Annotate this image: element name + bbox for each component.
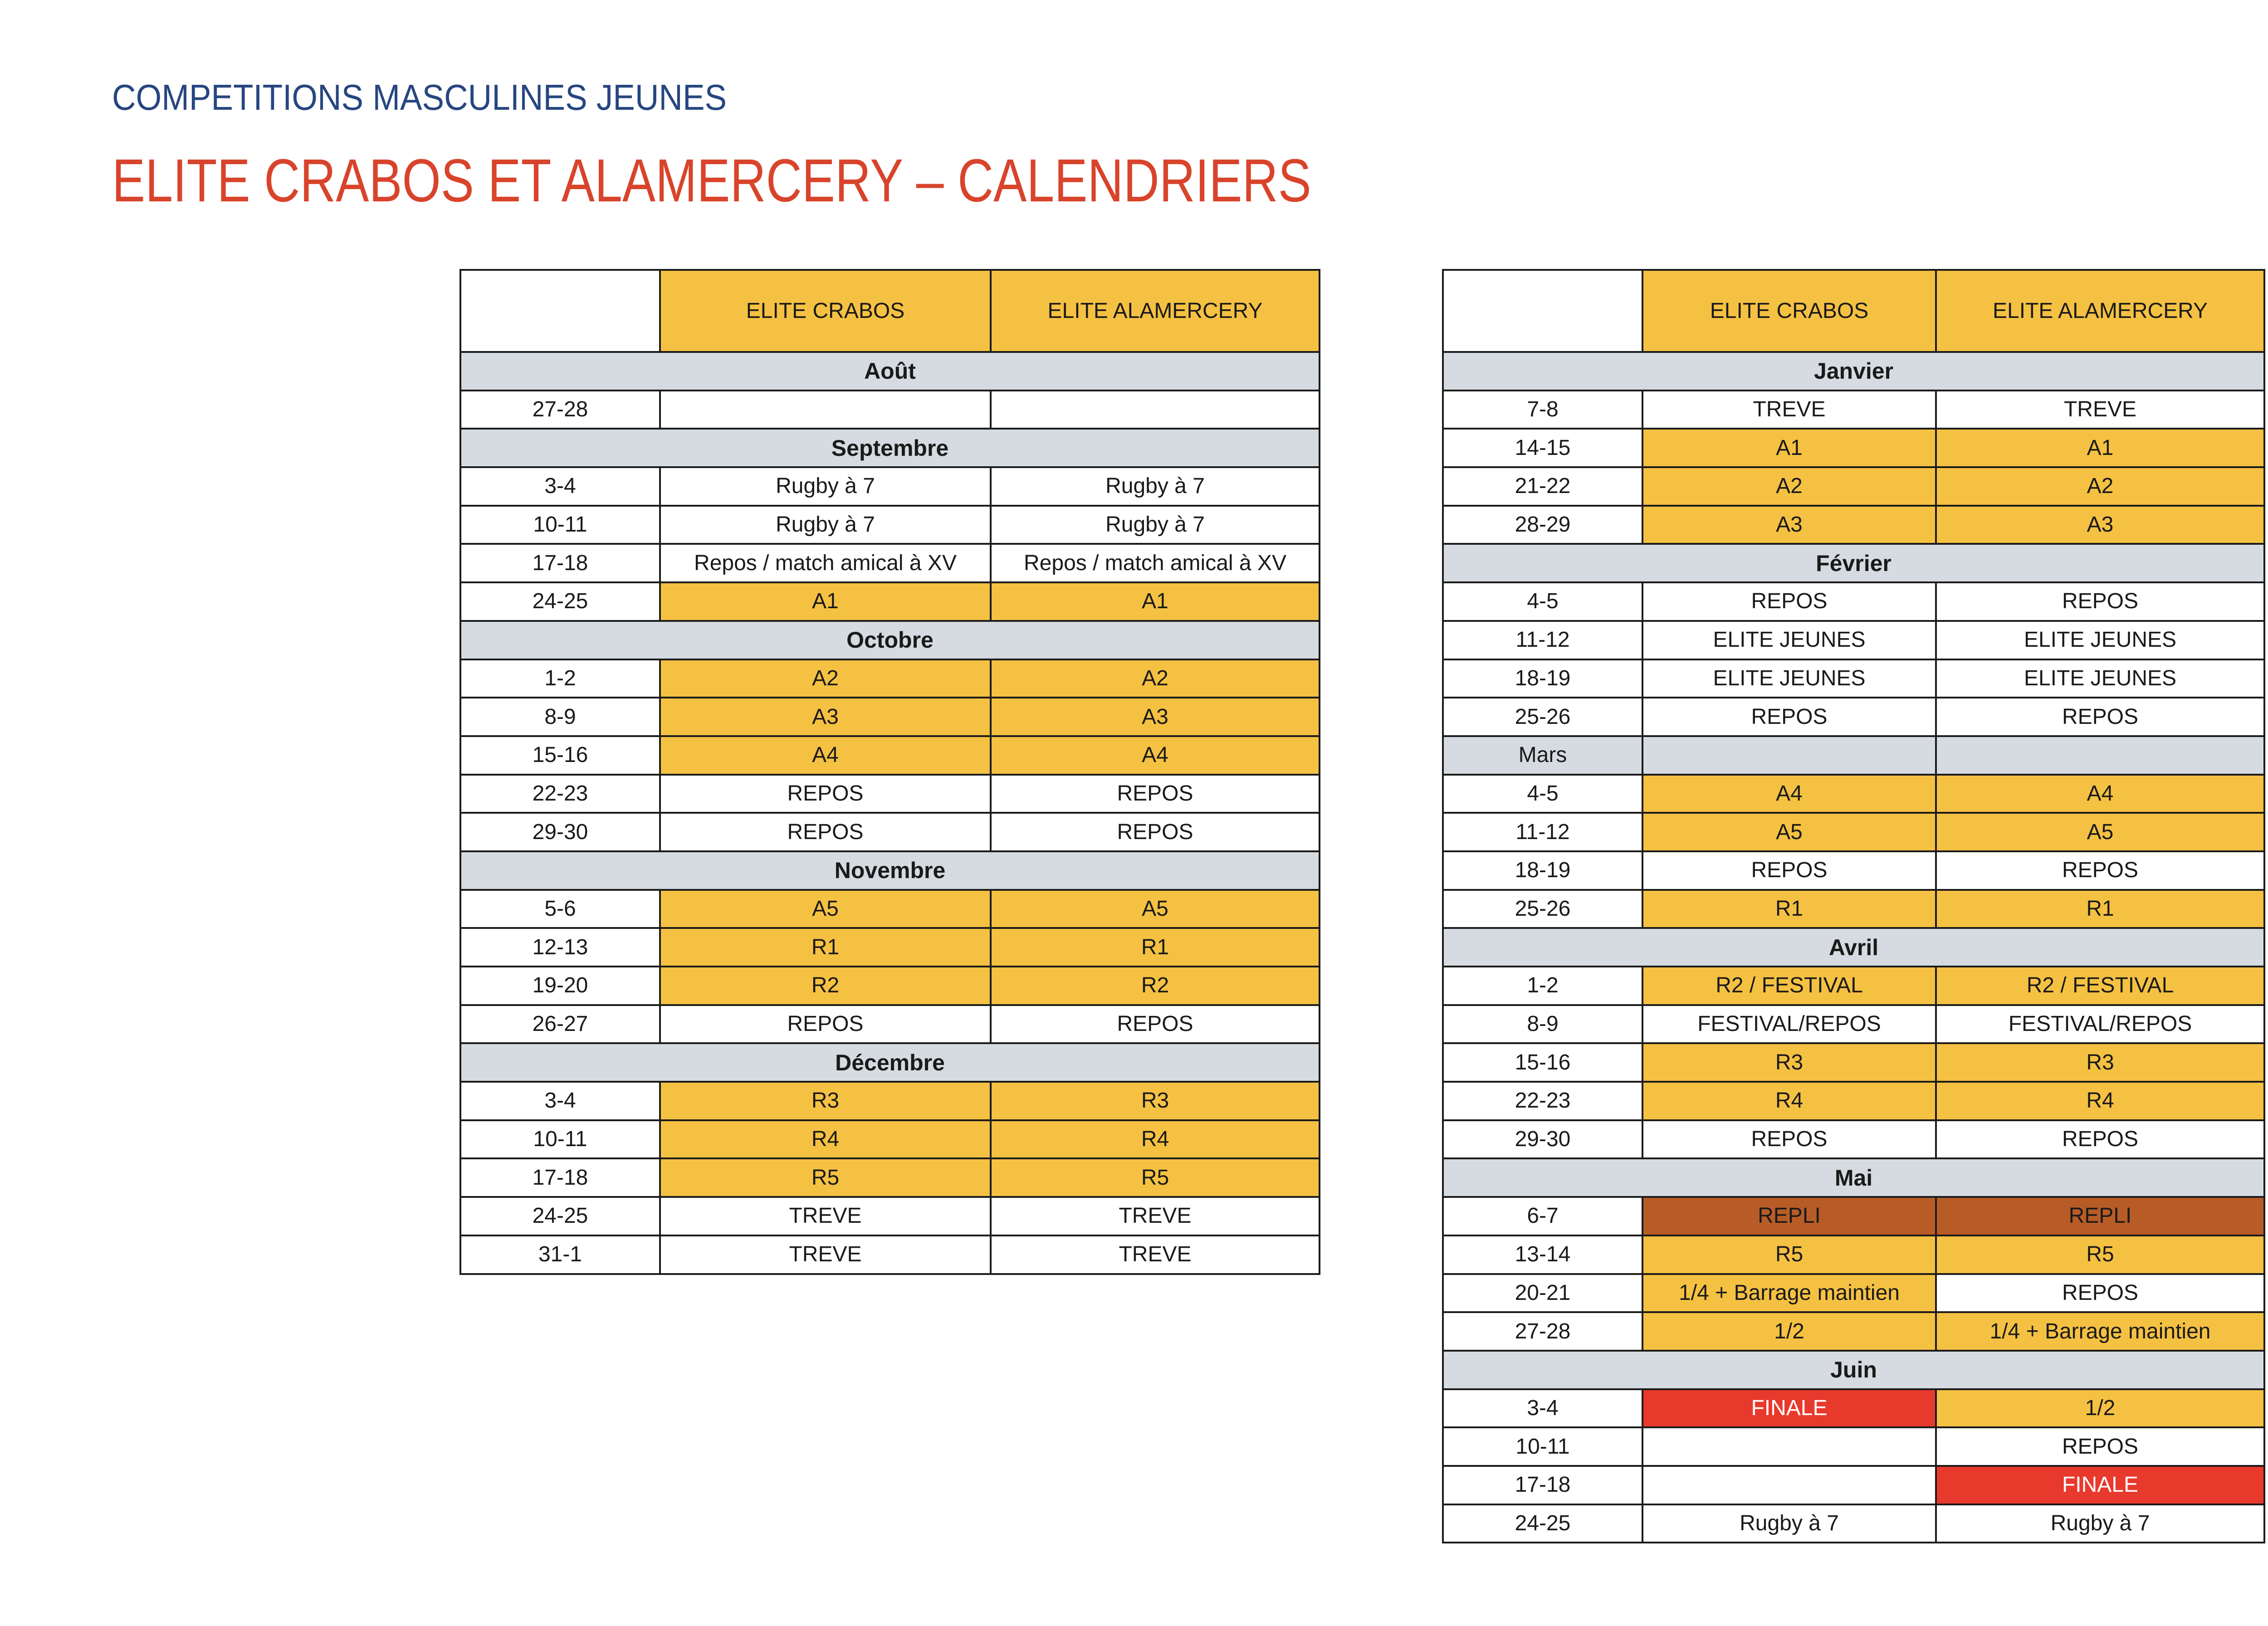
date-cell: 24-25 [460, 582, 660, 621]
date-cell: 29-30 [1443, 1120, 1642, 1159]
month-row [1443, 1351, 2264, 1389]
elite-crabos-cell: A5 [660, 890, 991, 928]
date-cell: 6-7 [1443, 1197, 1642, 1235]
date-cell: 29-30 [460, 813, 660, 851]
date-cell: 18-19 [1443, 659, 1642, 698]
elite-crabos-cell: FESTIVAL/REPOS [1642, 1005, 1936, 1044]
date-cell: 5-6 [460, 890, 660, 928]
elite-crabos-cell: A5 [1642, 813, 1936, 851]
week-row [1443, 1312, 2264, 1351]
elite-alamercery-cell: A2 [1936, 467, 2264, 506]
elite-alamercery-cell: REPOS [1936, 698, 2264, 736]
elite-alamercery-cell: A4 [1936, 775, 2264, 813]
date-cell: 13-14 [1443, 1235, 1642, 1274]
week-row [1443, 1504, 2264, 1543]
elite-alamercery-cell: R4 [991, 1120, 1320, 1159]
elite-alamercery-cell: FINALE [1936, 1466, 2264, 1504]
elite-alamercery-header: ELITE ALAMERCERY [1936, 270, 2264, 352]
month-label: Août [460, 352, 1320, 391]
month-label: Décembre [460, 1043, 1320, 1082]
week-row [460, 1120, 1320, 1159]
month-label: Novembre [460, 851, 1320, 890]
elite-crabos-cell: R3 [660, 1082, 991, 1120]
elite-alamercery-cell: ELITE JEUNES [1936, 621, 2264, 659]
date-cell: 4-5 [1443, 775, 1642, 813]
week-row [460, 967, 1320, 1005]
week-row [460, 775, 1320, 813]
month-row [1443, 352, 2264, 391]
month-row [460, 621, 1320, 659]
month-label: Janvier [1443, 352, 2264, 391]
date-cell: 7-8 [1443, 391, 1642, 429]
date-cell: 8-9 [460, 698, 660, 736]
week-row [1443, 698, 2264, 736]
elite-crabos-cell: TREVE [660, 1197, 991, 1235]
month-row [460, 352, 1320, 391]
month-label: Octobre [460, 621, 1320, 659]
week-row [460, 467, 1320, 506]
elite-alamercery-cell: FESTIVAL/REPOS [1936, 1005, 2264, 1044]
week-row [460, 582, 1320, 621]
elite-crabos-header: ELITE CRABOS [660, 270, 991, 352]
elite-crabos-cell: REPOS [660, 1005, 991, 1044]
elite-crabos-cell: REPOS [660, 775, 991, 813]
month-row [460, 429, 1320, 467]
elite-alamercery-cell: R2 [991, 967, 1320, 1005]
elite-crabos-cell: 1/4 + Barrage maintien [1642, 1274, 1936, 1313]
week-row [460, 928, 1320, 967]
elite-crabos-cell [1642, 1427, 1936, 1466]
date-cell: 22-23 [460, 775, 660, 813]
table-header-row [460, 270, 1320, 352]
date-cell: 22-23 [1443, 1082, 1642, 1120]
elite-crabos-cell: A3 [1642, 506, 1936, 544]
elite-alamercery-cell: 1/4 + Barrage maintien [1936, 1312, 2264, 1351]
elite-alamercery-cell: Rugby à 7 [991, 467, 1320, 506]
elite-alamercery-cell: R5 [991, 1158, 1320, 1197]
month-label: Mai [1443, 1158, 2264, 1197]
week-row [1443, 1082, 2264, 1120]
week-row [460, 659, 1320, 698]
elite-alamercery-cell: R3 [991, 1082, 1320, 1120]
elite-crabos-cell: REPLI [1642, 1197, 1936, 1235]
week-row [1443, 851, 2264, 890]
date-cell: 17-18 [460, 544, 660, 582]
elite-alamercery-cell: Rugby à 7 [991, 506, 1320, 544]
date-cell: 27-28 [1443, 1312, 1642, 1351]
elite-alamercery-cell: R4 [1936, 1082, 2264, 1120]
elite-crabos-cell: REPOS [1642, 698, 1936, 736]
elite-alamercery-cell: A2 [991, 659, 1320, 698]
week-row [1443, 659, 2264, 698]
date-cell: 11-12 [1443, 621, 1642, 659]
elite-alamercery-cell: ELITE JEUNES [1936, 659, 2264, 698]
week-row [460, 1235, 1320, 1274]
elite-crabos-cell: R4 [1642, 1082, 1936, 1120]
date-cell: 1-2 [1443, 967, 1642, 1005]
week-row [1443, 467, 2264, 506]
month-label: Avril [1443, 928, 2264, 967]
week-row [460, 1197, 1320, 1235]
elite-alamercery-cell: REPOS [1936, 1427, 2264, 1466]
elite-alamercery-cell: REPOS [1936, 1274, 2264, 1313]
week-row [1443, 582, 2264, 621]
elite-crabos-cell: Rugby à 7 [660, 467, 991, 506]
month-row [1443, 928, 2264, 967]
date-cell: 14-15 [1443, 429, 1642, 467]
month-row [1443, 1158, 2264, 1197]
week-row [1443, 1043, 2264, 1082]
elite-crabos-cell: TREVE [660, 1235, 991, 1274]
date-cell: 25-26 [1443, 890, 1642, 928]
elite-crabos-cell: REPOS [1642, 851, 1936, 890]
elite-crabos-cell: R1 [1642, 890, 1936, 928]
date-cell: Mars [1443, 736, 1642, 775]
date-cell: 12-13 [460, 928, 660, 967]
elite-crabos-cell: R4 [660, 1120, 991, 1159]
elite-alamercery-cell: R1 [991, 928, 1320, 967]
elite-alamercery-cell [1936, 736, 2264, 775]
date-cell: 15-16 [1443, 1043, 1642, 1082]
calendar-table-spring [1442, 269, 2265, 1543]
table-header-row [1443, 270, 2264, 352]
week-row [1443, 1466, 2264, 1504]
elite-crabos-header: ELITE CRABOS [1642, 270, 1936, 352]
elite-crabos-cell: A2 [1642, 467, 1936, 506]
week-row [1443, 1197, 2264, 1235]
elite-crabos-cell: R3 [1642, 1043, 1936, 1082]
date-cell: 10-11 [460, 506, 660, 544]
date-cell: 20-21 [1443, 1274, 1642, 1313]
month-label: Septembre [460, 429, 1320, 467]
elite-crabos-cell: A1 [660, 582, 991, 621]
week-row [460, 813, 1320, 851]
date-cell: 25-26 [1443, 698, 1642, 736]
week-row [460, 1005, 1320, 1044]
elite-crabos-cell: A3 [660, 698, 991, 736]
elite-alamercery-cell: Repos / match amical à XV [991, 544, 1320, 582]
elite-alamercery-cell: A3 [1936, 506, 2264, 544]
week-row [1443, 429, 2264, 467]
date-cell: 15-16 [460, 736, 660, 775]
elite-alamercery-cell [991, 391, 1320, 429]
date-cell: 3-4 [460, 467, 660, 506]
date-cell: 19-20 [460, 967, 660, 1005]
elite-alamercery-cell: R5 [1936, 1235, 2264, 1274]
date-column-header [460, 270, 660, 352]
date-cell: 17-18 [460, 1158, 660, 1197]
date-cell: 3-4 [460, 1082, 660, 1120]
elite-crabos-cell: A4 [660, 736, 991, 775]
elite-crabos-cell [660, 391, 991, 429]
elite-crabos-cell: R5 [660, 1158, 991, 1197]
elite-crabos-cell: Repos / match amical à XV [660, 544, 991, 582]
elite-crabos-cell: Rugby à 7 [1642, 1504, 1936, 1543]
month-label: Juin [1443, 1351, 2264, 1389]
elite-crabos-cell: Rugby à 7 [660, 506, 991, 544]
week-row [1443, 736, 2264, 775]
elite-alamercery-cell: REPLI [1936, 1197, 2264, 1235]
week-row [460, 506, 1320, 544]
week-row [1443, 1427, 2264, 1466]
month-label: Février [1443, 544, 2264, 582]
elite-alamercery-cell: TREVE [991, 1235, 1320, 1274]
elite-alamercery-cell: REPOS [991, 813, 1320, 851]
elite-crabos-cell: A4 [1642, 775, 1936, 813]
elite-crabos-cell [1642, 736, 1936, 775]
date-cell: 4-5 [1443, 582, 1642, 621]
elite-alamercery-cell: R1 [1936, 890, 2264, 928]
elite-crabos-cell: A1 [1642, 429, 1936, 467]
date-cell: 27-28 [460, 391, 660, 429]
week-row [1443, 967, 2264, 1005]
date-cell: 24-25 [460, 1197, 660, 1235]
date-cell: 28-29 [1443, 506, 1642, 544]
week-row [460, 544, 1320, 582]
date-cell: 31-1 [460, 1235, 660, 1274]
date-cell: 10-11 [1443, 1427, 1642, 1466]
week-row [1443, 1274, 2264, 1313]
elite-crabos-cell: ELITE JEUNES [1642, 621, 1936, 659]
week-row [1443, 621, 2264, 659]
elite-crabos-cell [1642, 1466, 1936, 1504]
elite-alamercery-cell: REPOS [991, 1005, 1320, 1044]
elite-alamercery-cell: REPOS [1936, 851, 2264, 890]
elite-crabos-cell: REPOS [660, 813, 991, 851]
calendar-table-autumn [459, 269, 1320, 1275]
page-subtitle: COMPETITIONS MASCULINES JEUNES [112, 77, 727, 117]
elite-alamercery-cell: A4 [991, 736, 1320, 775]
month-row [460, 1043, 1320, 1082]
elite-crabos-cell: TREVE [1642, 391, 1936, 429]
elite-crabos-cell: FINALE [1642, 1389, 1936, 1428]
elite-alamercery-header: ELITE ALAMERCERY [991, 270, 1320, 352]
elite-alamercery-cell: A1 [991, 582, 1320, 621]
date-cell: 21-22 [1443, 467, 1642, 506]
month-row [1443, 544, 2264, 582]
date-cell: 26-27 [460, 1005, 660, 1044]
elite-crabos-cell: REPOS [1642, 582, 1936, 621]
date-cell: 8-9 [1443, 1005, 1642, 1044]
week-row [460, 698, 1320, 736]
week-row [1443, 506, 2264, 544]
date-cell: 17-18 [1443, 1466, 1642, 1504]
week-row [460, 1082, 1320, 1120]
date-cell: 3-4 [1443, 1389, 1642, 1428]
elite-crabos-cell: 1/2 [1642, 1312, 1936, 1351]
date-cell: 1-2 [460, 659, 660, 698]
elite-alamercery-cell: Rugby à 7 [1936, 1504, 2264, 1543]
elite-alamercery-cell: A5 [991, 890, 1320, 928]
date-cell: 11-12 [1443, 813, 1642, 851]
week-row [1443, 391, 2264, 429]
week-row [1443, 775, 2264, 813]
week-row [1443, 813, 2264, 851]
date-cell: 10-11 [460, 1120, 660, 1159]
elite-crabos-cell: ELITE JEUNES [1642, 659, 1936, 698]
week-row [1443, 1120, 2264, 1159]
elite-crabos-cell: R2 / FESTIVAL [1642, 967, 1936, 1005]
date-cell: 24-25 [1443, 1504, 1642, 1543]
week-row [460, 736, 1320, 775]
elite-crabos-cell: R5 [1642, 1235, 1936, 1274]
date-column-header [1443, 270, 1642, 352]
week-row [1443, 1389, 2264, 1428]
week-row [460, 391, 1320, 429]
elite-alamercery-cell: TREVE [991, 1197, 1320, 1235]
elite-alamercery-cell: TREVE [1936, 391, 2264, 429]
elite-alamercery-cell: REPOS [991, 775, 1320, 813]
elite-alamercery-cell: A1 [1936, 429, 2264, 467]
month-row [460, 851, 1320, 890]
elite-alamercery-cell: R2 / FESTIVAL [1936, 967, 2264, 1005]
elite-alamercery-cell: 1/2 [1936, 1389, 2264, 1428]
elite-crabos-cell: R2 [660, 967, 991, 1005]
elite-alamercery-cell: R3 [1936, 1043, 2264, 1082]
elite-crabos-cell: A2 [660, 659, 991, 698]
elite-crabos-cell: R1 [660, 928, 991, 967]
date-cell: 18-19 [1443, 851, 1642, 890]
elite-crabos-cell: REPOS [1642, 1120, 1936, 1159]
page-title: ELITE CRABOS ET ALAMERCERY – CALENDRIERS [112, 147, 1311, 215]
elite-alamercery-cell: A5 [1936, 813, 2264, 851]
week-row [1443, 890, 2264, 928]
elite-alamercery-cell: REPOS [1936, 1120, 2264, 1159]
week-row [1443, 1005, 2264, 1044]
elite-alamercery-cell: A3 [991, 698, 1320, 736]
week-row [1443, 1235, 2264, 1274]
week-row [460, 890, 1320, 928]
week-row [460, 1158, 1320, 1197]
elite-alamercery-cell: REPOS [1936, 582, 2264, 621]
